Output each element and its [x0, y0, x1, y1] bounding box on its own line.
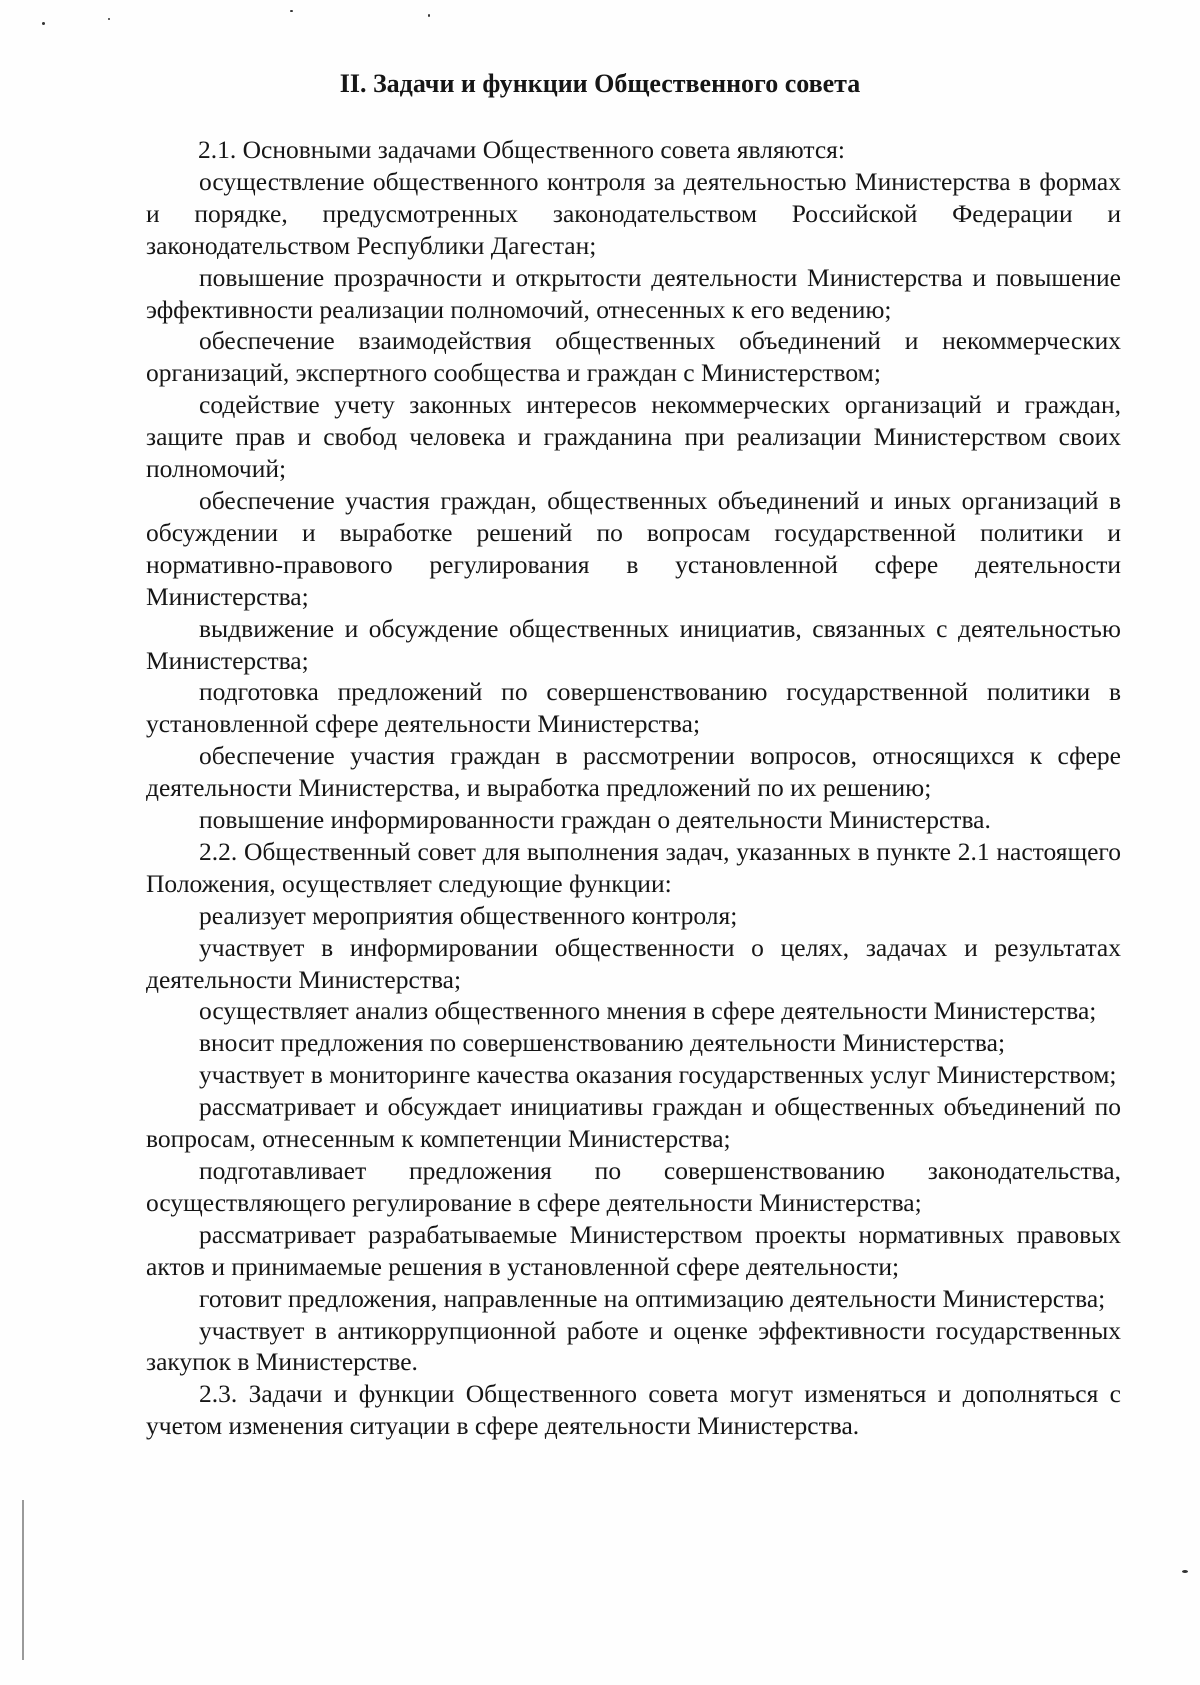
- paragraph: повышение информированности граждан о деятельности Министерства.: [199, 805, 991, 835]
- paragraph: подготовка предложений по совершенствованию государственной политики в установленной сфере деятельности Министерства;: [146, 677, 1121, 739]
- paragraph-2-2: 2.2. Общественный совет для выполнения задач, указанных в пункте 2.1 настоящего Положения, осуществляет следующие функции:: [146, 836, 1121, 898]
- paragraph-2-1: 2.1. Основными задачами Общественного совета являются:: [198, 135, 845, 164]
- document-body: [146, 134, 1121, 1442]
- paragraph: вносит предложения по совершенствованию деятельности Министерства;: [199, 1028, 1006, 1058]
- paragraph: выдвижение и обсуждение общественных инициатив, связанных с деятельностью Министерства;: [146, 613, 1121, 675]
- paragraph: содействие учету законных интересов некоммерческих организаций и граждан, защите прав и свобод человека и гражданина при реализации Министерством своих полномочий;: [146, 390, 1121, 484]
- section-title: II. Задачи и функции Общественного совета: [339, 69, 861, 98]
- paragraph: осуществляет анализ общественного мнения в сфере деятельности Министерства;: [199, 996, 1097, 1026]
- scan-speck: [290, 10, 293, 12]
- paragraph: рассматривает разрабатываемые Министерством проекты нормативных правовых актов и принимаемые решения в установленной сфере деятельности;: [146, 1219, 1121, 1281]
- paragraph: реализует мероприятия общественного контроля;: [199, 900, 738, 930]
- paragraph: подготавливает предложения по совершенствованию законодательства, осуществляющего регулирование в сфере деятельности Министерства;: [146, 1156, 1121, 1217]
- paragraph: осуществление общественного контроля за деятельностью Министерства в формах и порядке, предусмотренных законодательством Российской Федерации и законодательством Республики Дагестан;: [146, 166, 1121, 260]
- paragraph: обеспечение взаимодействия общественных объединений и некоммерческих организаций, экспертного сообщества и граждан с Министерством;: [146, 326, 1121, 388]
- scan-speck: [1182, 1570, 1188, 1573]
- paragraph: участвует в информировании общественности о целях, задачах и результатах деятельности Министерства;: [146, 932, 1121, 994]
- paragraph: участвует в мониторинге качества оказания государственных услуг Министерством;: [199, 1060, 1117, 1090]
- scan-speck: [428, 14, 430, 17]
- paragraph: повышение прозрачности и открытости деятельности Министерства и повышение эффективности реализации полномочий, отнесенных к его ведению;: [146, 262, 1121, 324]
- paragraph: рассматривает и обсуждает инициативы граждан и общественных объединений по вопросам, отнесенным к компетенции Министерства;: [146, 1092, 1121, 1154]
- paragraph: готовит предложения, направленные на оптимизацию деятельности Министерства;: [199, 1283, 1106, 1313]
- paragraph: обеспечение участия граждан в рассмотрении вопросов, относящихся к сфере деятельности Министерства, и выработка предложений по их решению;: [146, 741, 1121, 803]
- scan-speck: [42, 22, 45, 25]
- paragraph: участвует в антикоррупционной работе и оценке эффективности государственных закупок в Министерстве.: [146, 1315, 1121, 1377]
- paragraph: обеспечение участия граждан, общественных объединений и иных организаций в обсуждении и выработке решений по вопросам государственной политики и нормативно-правового регулирования в установленной сфере деятельности Министерства;: [146, 485, 1121, 611]
- scan-speck: [108, 18, 110, 20]
- scan-edge-line: [22, 1500, 24, 1660]
- paragraph-2-3: 2.3. Задачи и функции Общественного совета могут изменяться и дополняться с учетом изменения ситуации в сфере деятельности Министерства.: [146, 1379, 1121, 1441]
